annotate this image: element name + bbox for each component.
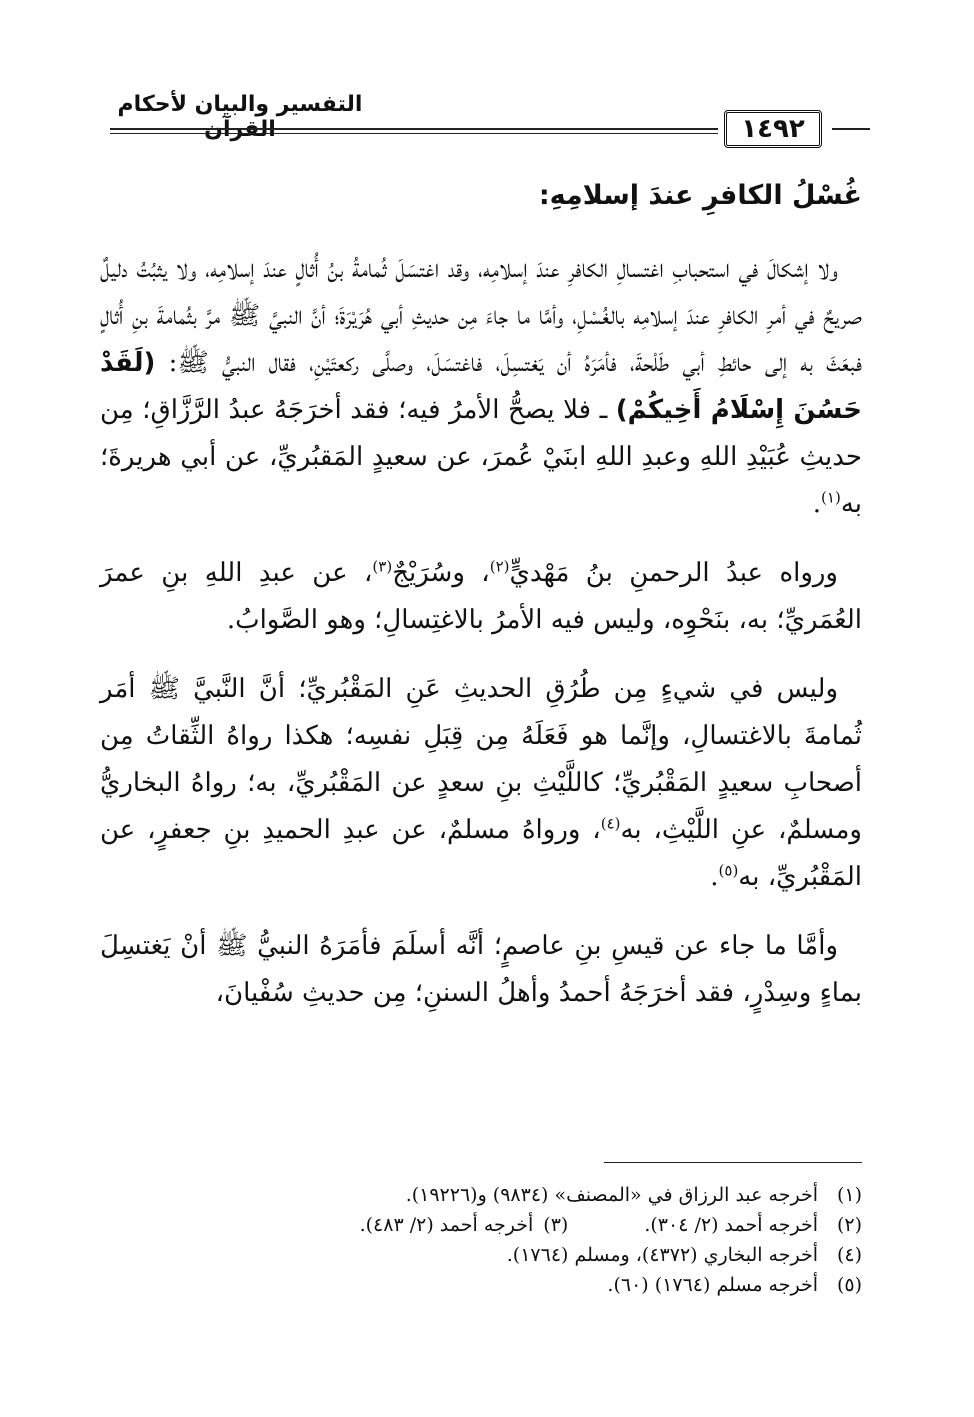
footnote-ref[interactable]: (٤) xyxy=(600,814,621,833)
page-body xyxy=(100,168,862,1039)
paragraph-text: ـ فلا يصحُّ الأمرُ فيه؛ فقد أخرَجَهُ عبدُ الرَّزَّاقِ؛ مِن حديثِ عُبَيْدِ اللهِ وعبدِ اللهِ ابنَيْ عُمرَ، عن سعيدٍ المَقبُريِّ، عن أبي هريرةَ؛ به xyxy=(100,395,862,519)
page-number: ١٤٩٢ xyxy=(724,110,822,148)
paragraph-text: ورواه عبدُ الرحمنِ بنُ مَهْديٍّ xyxy=(509,558,838,588)
footnote-4 xyxy=(100,1240,862,1270)
header-rule xyxy=(110,128,718,130)
paragraph-2 xyxy=(100,550,862,644)
header-rule-thin xyxy=(110,133,718,134)
paragraph-3 xyxy=(100,666,862,901)
paragraph-text: . xyxy=(710,862,719,892)
section-heading: غُسْلُ الكافرِ عندَ إسلامِهِ: xyxy=(538,180,862,211)
page-header xyxy=(110,86,870,156)
footnote-number: (٤) xyxy=(836,1244,862,1266)
paragraph-text: ، ورواهُ مسلمٌ، عن عبدِ الحميدِ بنِ جعفرٍ، عن المَقْبُريِّ، به xyxy=(100,815,862,892)
hadith-quote: (لَقَدْ حَسُنَ إِسْلَامُ أَخِيكُمْ) xyxy=(100,348,862,425)
paragraph-4 xyxy=(100,923,862,1017)
footnote-number: (٣) xyxy=(543,1214,569,1236)
paragraph-text: ، عن عبدِ اللهِ بنِ عمرَ العُمَريِّ؛ به، بنَحْوِه، وليس فيه الأمرُ بالاغتِسالِ؛ وهو الصَّوابُ. xyxy=(100,558,862,635)
footnotes xyxy=(100,1180,862,1300)
footnote-ref[interactable]: (٥) xyxy=(718,861,739,880)
footnote-text: أخرجه عبد الرزاق في «المصنف» (٩٨٣٤) و(١٩٢٢٦). xyxy=(405,1184,818,1206)
footnote-number: (٥) xyxy=(836,1274,862,1296)
paragraph-1 xyxy=(100,246,862,528)
footnote-1 xyxy=(100,1180,862,1210)
paragraph-text: وأمَّا ما جاء عن قيسِ بنِ عاصمٍ؛ أنَّه أسلَمَ فأمَرَهُ النبيُّ ﷺ أنْ يَغتسِلَ بماءٍ وسِدْرٍ، فقد أخرَجَهُ أحمدُ وأهلُ السننِ؛ مِن حديثِ سُفْيانَ، xyxy=(100,931,862,1008)
paragraph-text: ، وسُرَيْجٌ xyxy=(392,558,490,588)
footnote-text: أخرجه أحمد (٢/ ٣٠٤). xyxy=(644,1214,818,1236)
footnote-text: أخرجه أحمد (٢/ ٤٨٣). xyxy=(359,1214,534,1236)
footnote-text: أخرجه البخاري (٤٣٧٢)، ومسلم (١٧٦٤). xyxy=(506,1244,818,1266)
paragraph-text: . xyxy=(812,489,822,519)
footnote-number: (٢) xyxy=(836,1214,862,1236)
running-title: التفسير والبيان لأحكام القرآن xyxy=(117,92,363,142)
footnote-ref[interactable]: (٢) xyxy=(489,557,510,576)
footnote-3 xyxy=(360,1210,569,1240)
footnote-number: (١) xyxy=(836,1184,862,1206)
paragraph-text: وليس في شيءٍ مِن طُرُقِ الحديثِ عَنِ المَقْبُريِّ؛ أنَّ النَّبيَّ ﷺ أمَر ثُمامةَ بالاغتسالِ، وإنَّما هو فَعَلَهُ مِن قِبَلِ نفسِه؛ هكذا رواهُ الثِّقاتُ مِن أصحابِ سعيدٍ المَقْبُريِّ؛ كاللَّيْثِ بنِ سعدٍ عن المَقْبُريِّ، به؛ رواهُ البخاريُّ ومسلمٌ، عنِ اللَّيْثِ، به xyxy=(100,674,862,845)
footnote-5 xyxy=(100,1270,862,1300)
footnote-text: أخرجه مسلم (١٧٦٤) (٦٠). xyxy=(607,1274,818,1296)
footnote-ref[interactable]: (٣) xyxy=(372,557,393,576)
header-dash xyxy=(832,128,870,130)
footnote-2-3 xyxy=(100,1210,862,1240)
footnote-rule xyxy=(604,1162,862,1163)
footnote-ref[interactable]: (١) xyxy=(821,488,841,507)
paragraph-text: ولا إشكالَ في استحبابِ اغتسالِ الكافرِ عندَ إسلامِه، وقد اغتسَلَ ثُمامةُ بنُ أُثالٍ عندَ إسلامِه، ولا يثبُتُ دليلٌ صريحٌ في أمرِ الكافرِ عندَ إسلامِه بالغُسْلِ، وأمَّا ما جاءَ مِن حديثِ أبي هُرَيْرَةَ؛ أنَّ النبيَّ ﷺ مرَّ بثُمامةَ بنِ أُثالٍ فبعَثَ به إلى حائطِ أبي طَلْحةَ، فأمَرَهُ أن يَغتسِلَ، فاغتسَلَ، وصلَّى ركعتَيْنِ، فقال النبيُّ ﷺ: xyxy=(100,254,862,378)
